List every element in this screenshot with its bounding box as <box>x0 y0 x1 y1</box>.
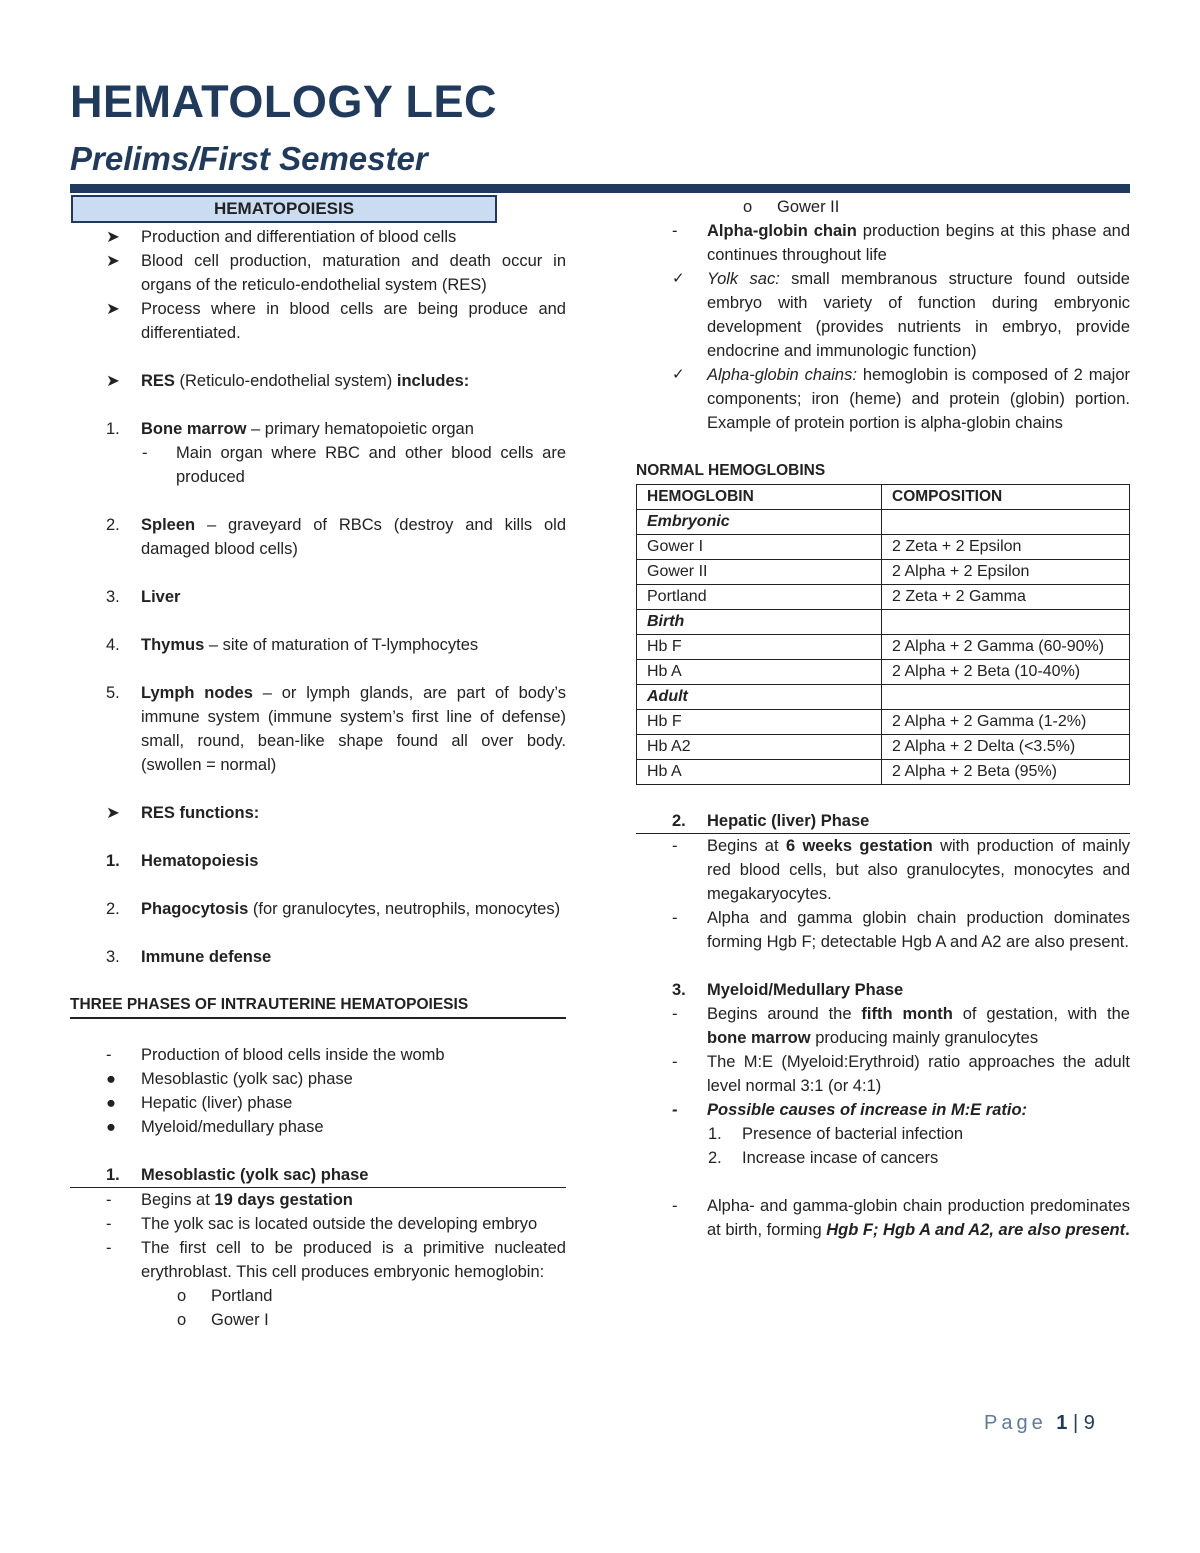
arrow-bullet-icon: ➤ <box>106 300 120 318</box>
list-item: - Alpha-globin chain production begins at this phase and continues throughout life <box>672 222 1130 264</box>
arrow-bullet-icon: ➤ <box>106 228 120 246</box>
header-divider <box>70 184 1130 193</box>
sub-item: 1. Presence of bacterial infection <box>708 1125 964 1143</box>
dot-bullet-icon: ● <box>106 1118 116 1136</box>
checkmark-icon: ✓ <box>672 366 685 383</box>
section-heading: HEMATOPOIESIS <box>71 195 497 223</box>
circle-bullet-icon: o <box>177 1311 187 1329</box>
dot-bullet-icon: ● <box>106 1070 116 1088</box>
sub-item: o Gower I <box>70 1308 566 1332</box>
list-item: - Begins around the fifth month of gestation, with the bone marrow producing mainly granulocytes <box>672 1005 1130 1047</box>
table-row: Gower II 2 Alpha + 2 Epsilon <box>637 560 1130 585</box>
dot-bullet-icon: ● <box>106 1094 116 1112</box>
bullet-item: ➤ Process where in blood cells are being produce and differentiated. <box>70 297 566 345</box>
table-row: Gower I 2 Zeta + 2 Epsilon <box>637 535 1130 560</box>
list-item: - Begins at 6 weeks gestation with production of mainly red blood cells, but also granulocytes, monocytes and megakaryocytes. <box>672 837 1130 903</box>
table-row: Hb F 2 Alpha + 2 Gamma (60-90%) <box>637 635 1130 660</box>
list-item: ● Hepatic (liver) phase <box>70 1091 566 1115</box>
checkmark-icon: ✓ <box>672 270 685 287</box>
definition-item: ✓ Yolk sac: small membranous structure found outside embryo with variety of function during embryonic development (provides nutrients in embryo, provide endocrine and immunologic function) <box>636 267 1130 363</box>
res-includes-heading: ➤ RES (Reticulo-endothelial system) includes: <box>70 369 566 393</box>
column-header: COMPOSITION <box>882 485 1130 510</box>
circle-bullet-icon: o <box>743 198 753 216</box>
res-functions-heading: ➤ RES functions: <box>70 801 566 825</box>
table-group-row <box>637 685 1130 710</box>
page-title: HEMATOLOGY LEC <box>70 76 498 127</box>
column-header: HEMOGLOBIN <box>637 485 882 510</box>
list-item: 2. Phagocytosis (for granulocytes, neutrophils, monocytes) <box>106 900 561 918</box>
table-group-row <box>637 510 1130 535</box>
sub-item: - Main organ where RBC and other blood cells are produced <box>142 444 566 486</box>
list-item: ● Myeloid/medullary phase <box>70 1115 566 1139</box>
group-label: Birth <box>637 610 882 635</box>
phases-heading: THREE PHASES OF INTRAUTERINE HEMATOPOIESIS <box>70 993 566 1019</box>
bullet-item: ➤ Production and differentiation of blood cells <box>70 225 566 249</box>
sub-item: o Gower II <box>636 195 1130 219</box>
list-item: - Possible causes of increase in M:E ratio: <box>672 1101 1028 1119</box>
list-item: - The M:E (Myeloid:Erythroid) ratio approaches the adult level normal 3:1 (or 4:1) <box>672 1053 1130 1095</box>
page-number: Page 1 | 9 <box>984 1412 1095 1434</box>
list-item: 1. Hematopoiesis <box>106 852 259 870</box>
group-label: Adult <box>637 685 882 710</box>
list-item: - Alpha and gamma globin chain production dominates forming Hgb F; detectable Hgb A and A2 are also present. <box>672 909 1130 951</box>
right-column <box>636 195 1130 1242</box>
group-label: Embryonic <box>637 510 882 535</box>
list-item: - The yolk sac is located outside the developing embryo <box>106 1215 538 1233</box>
table-row: Hb A 2 Alpha + 2 Beta (10-40%) <box>637 660 1130 685</box>
table-row: Hb F 2 Alpha + 2 Gamma (1-2%) <box>637 710 1130 735</box>
table-header-row <box>637 485 1130 510</box>
mesoblastic-heading: 1. Mesoblastic (yolk sac) phase <box>70 1163 566 1188</box>
arrow-bullet-icon: ➤ <box>106 372 120 390</box>
sub-item: o Portland <box>70 1284 566 1308</box>
list-item: 5. Lymph nodes – or lymph glands, are part of body’s immune system (immune system’s first line of defense) small, round, bean-like shape found all over body. (swollen = normal) <box>106 684 566 774</box>
list-item: ● Mesoblastic (yolk sac) phase <box>70 1067 566 1091</box>
myeloid-heading: 3. Myeloid/Medullary Phase <box>672 981 904 999</box>
list-item: - The first cell to be produced is a primitive nucleated erythroblast. This cell produces embryonic hemoglobin: <box>106 1239 566 1281</box>
table-group-row <box>637 610 1130 635</box>
list-item: 4. Thymus – site of maturation of T-lymphocytes <box>106 636 479 654</box>
list-item: - Alpha- and gamma-globin chain production predominates at birth, forming Hgb F; Hgb A and A2, are also present. <box>672 1197 1130 1239</box>
table-row: Hb A2 2 Alpha + 2 Delta (<3.5%) <box>637 735 1130 760</box>
circle-bullet-icon: o <box>177 1287 187 1305</box>
bullet-item: ➤ Blood cell production, maturation and death occur in organs of the reticulo-endothelial system (RES) <box>70 249 566 297</box>
hepatic-heading: 2. Hepatic (liver) Phase <box>636 809 1130 834</box>
list-item: 3. Immune defense <box>106 948 272 966</box>
table-title: NORMAL HEMOGLOBINS <box>636 462 826 479</box>
list-item: 3. Liver <box>106 588 181 606</box>
hemoglobin-table <box>636 484 1130 785</box>
arrow-bullet-icon: ➤ <box>106 804 120 822</box>
table-row: Portland 2 Zeta + 2 Gamma <box>637 585 1130 610</box>
list-item: - Production of blood cells inside the womb <box>106 1046 445 1064</box>
left-column <box>70 195 566 1332</box>
arrow-bullet-icon: ➤ <box>106 252 120 270</box>
list-item: 2. Spleen – graveyard of RBCs (destroy and kills old damaged blood cells) <box>106 516 566 558</box>
table-row: Hb A 2 Alpha + 2 Beta (95%) <box>637 760 1130 785</box>
list-item: - Begins at 19 days gestation <box>106 1191 353 1209</box>
list-item: 1. Bone marrow – primary hematopoietic organ <box>106 420 474 438</box>
sub-item: 2. Increase incase of cancers <box>708 1149 939 1167</box>
definition-item: ✓ Alpha-globin chains: hemoglobin is composed of 2 major components; iron (heme) and protein (globin) portion. Example of protein portion is alpha-globin chains <box>636 363 1130 435</box>
page-subtitle: Prelims/First Semester <box>70 140 428 177</box>
